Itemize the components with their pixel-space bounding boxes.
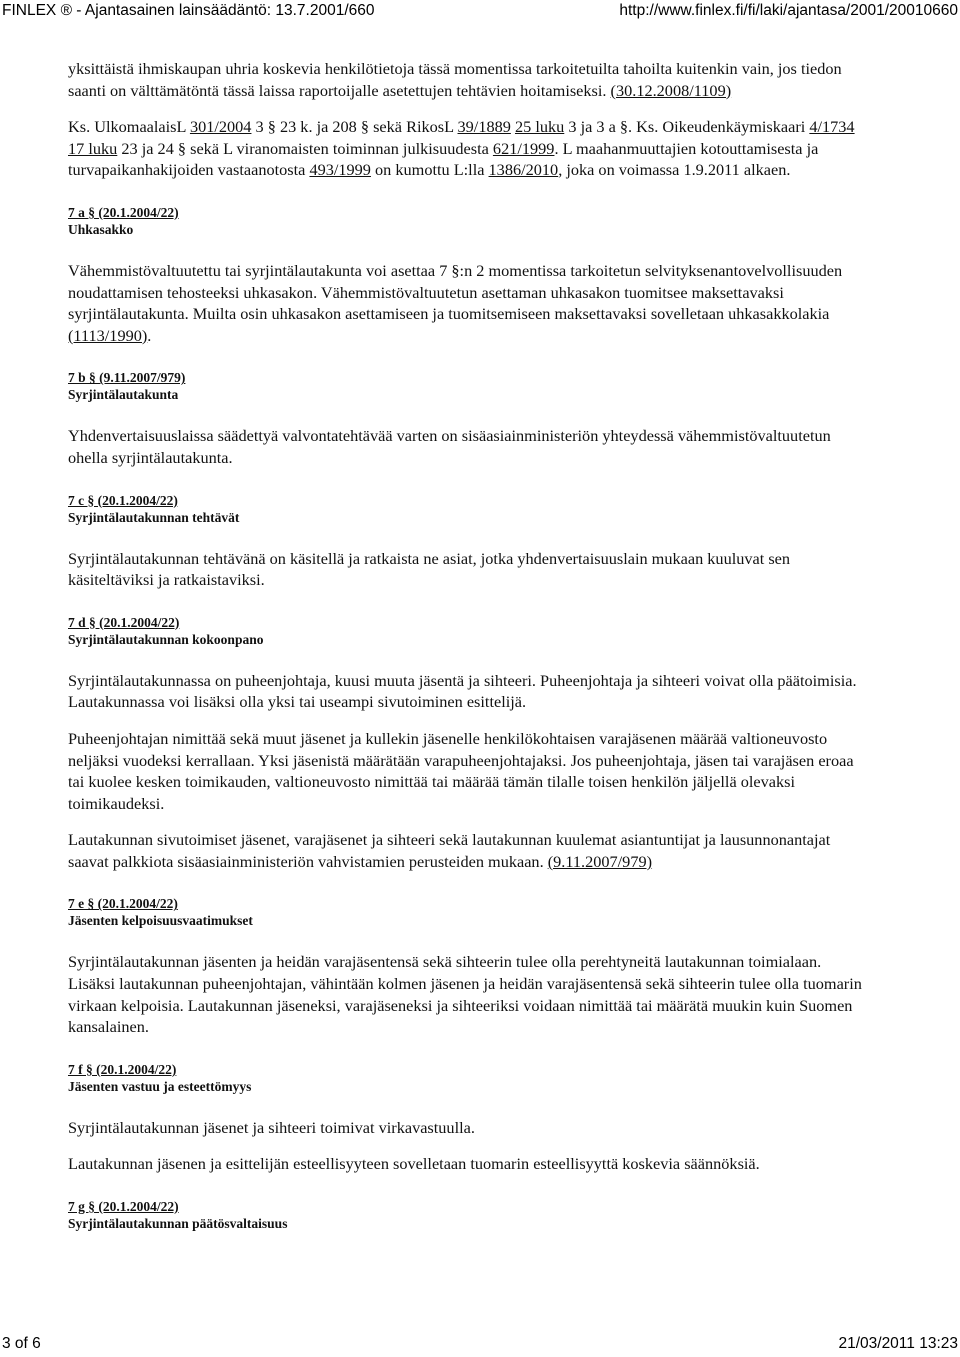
text-run: on kumottu L:lla: [370, 160, 489, 180]
reference-link[interactable]: 621/1999: [492, 138, 555, 158]
print-footer: [0, 1335, 960, 1357]
text-run: Puheenjohtajan nimittää sekä muut jäsenet ja kullekin jäsenelle henkilökohtaisen varajäsenen määrää valtioneuvosto neljäksi vuodeksi kerrallaan. Yksi jäsenistä määrätään varapuheenjohtajaksi. Jos puheenjohtaja, jäsen tai varajäsen eroaa tai kuolee kesken toimikauden, valtioneuvosto nimittää tai määrää tämän tilalle toisen henkilön jäljellä olevaksi toimikaudeksi.: [68, 728, 854, 813]
reference-link[interactable]: 1386/2010: [488, 160, 559, 180]
section-paragraph: [68, 951, 868, 1037]
section-reference-link[interactable]: 7 c § (20.1.2004/22): [68, 492, 178, 508]
reference-link[interactable]: (9.11.2007/979): [547, 851, 653, 871]
section-reference-link[interactable]: 7 d § (20.1.2004/22): [68, 614, 180, 630]
text-run: 3 ja 3 a §. Ks. Oikeudenkäymiskaari: [564, 117, 810, 137]
section-heading: [68, 895, 868, 929]
text-run: Syrjintälautakunnassa on puheenjohtaja, kuusi muuta jäsentä ja sihteeri. Puheenjohtaja ja sihteeri voivat olla päätoimisia. Lautakunnassa voi lisäksi olla yksi tai useampi sivutoiminen esittelijä.: [68, 670, 857, 712]
text-run: Vähemmistövaltuutettu tai syrjintälautakunta voi asettaa 7 §:n 2 momentissa tarkoitetun selvityksenantovelvollisuuden noudattamisen tehosteeksi uhkasakon. Vähemmistövaltuutetun asettaman uhkasakon tuomitsee maksettavaksi syrjintälautakunta. Muilta osin uhkasakon asettamiseen ja tuomitsemiseen maksettavaksi sovelletaan uhkasakkolakia: [68, 260, 843, 324]
reference-link[interactable]: (1113/1990): [68, 325, 148, 345]
section-title: Syrjintälautakunnan tehtävät: [68, 509, 240, 525]
section-title: Syrjintälautakunta: [68, 387, 179, 403]
section-title: Syrjintälautakunnan päätösvaltaisuus: [68, 1216, 288, 1232]
text-run: , joka on voimassa 1.9.2011 alkaen.: [558, 160, 791, 180]
reference-link[interactable]: 301/2004: [189, 117, 252, 137]
intro-paragraph-2: [68, 116, 868, 181]
section-heading: [68, 369, 868, 403]
section-title: Syrjintälautakunnan kokoonpano: [68, 631, 264, 647]
section-paragraph: [68, 548, 868, 591]
reference-link[interactable]: 17 luku: [68, 138, 118, 158]
section-paragraph: [68, 1117, 868, 1139]
reference-link[interactable]: (30.12.2008/1109): [610, 80, 732, 100]
section-title: Jäsenten kelpoisuusvaatimukset: [68, 913, 253, 929]
section-title: Jäsenten vastuu ja esteettömyys: [68, 1078, 252, 1094]
reference-link[interactable]: 4/1734: [809, 117, 855, 137]
text-run: .: [147, 325, 152, 345]
reference-link[interactable]: 25 luku: [514, 117, 565, 137]
text-run: Syrjintälautakunnan tehtävänä on käsitellä ja ratkaista ne asiat, jotka yhdenvertaisuuslain mukaan kuuluvat sen käsiteltäviksi ja ratkaistaviksi.: [68, 548, 791, 590]
text-run: Lautakunnan jäsenen ja esittelijän esteellisyyteen sovelletaan tuomarin esteellisyyttä koskevia säännöksiä.: [68, 1154, 760, 1174]
text-run: 3 § 23 k. ja 208 § sekä RikosL: [251, 117, 458, 137]
section-heading: [68, 492, 868, 526]
section-reference-link[interactable]: 7 a § (20.1.2004/22): [68, 204, 179, 220]
section-paragraph: [68, 1153, 868, 1175]
header-url: http://www.finlex.fi/fi/laki/ajantasa/2001/20010660: [619, 2, 958, 19]
print-header: [0, 0, 960, 22]
text-run: Ks. UlkomaalaisL: [68, 117, 190, 137]
section-paragraph: [68, 425, 868, 468]
section-paragraph: [68, 670, 868, 713]
text-run: . L maahanmuuttajien kotouttamisesta ja turvapaikanhakijoiden vastaanotosta: [68, 138, 819, 180]
section-reference-link[interactable]: 7 f § (20.1.2004/22): [68, 1061, 177, 1077]
sections-container: [68, 204, 868, 1232]
header-page-title: FINLEX ® - Ajantasainen lainsäädäntö: 13.7.2001/660: [2, 2, 375, 19]
section-title: Uhkasakko: [68, 221, 134, 237]
footer-timestamp: 21/03/2011 13:23: [838, 1335, 958, 1352]
section-heading: [68, 1198, 868, 1232]
document-body: [68, 58, 868, 1254]
section-reference-link[interactable]: 7 g § (20.1.2004/22): [68, 1199, 179, 1215]
section-reference-link[interactable]: 7 e § (20.1.2004/22): [68, 896, 178, 912]
section-heading: [68, 1061, 868, 1095]
footer-page-number: 3 of 6: [2, 1335, 41, 1352]
reference-link[interactable]: 39/1889: [457, 117, 511, 137]
section-paragraph: [68, 260, 868, 346]
section-heading: [68, 204, 868, 238]
text-run: Yhdenvertaisuuslaissa säädettyä valvontatehtävää varten on sisäasiainministeriön yhteydessä vähemmistövaltuutetun ohella syrjintälautakunta.: [68, 426, 831, 467]
text-run: 23 ja 24 § sekä L viranomaisten toiminnan julkisuudesta: [117, 138, 493, 158]
reference-link[interactable]: 493/1999: [309, 160, 371, 180]
text-run: Syrjintälautakunnan jäsenet ja sihteeri toimivat virkavastuulla.: [68, 1117, 475, 1137]
section-heading: [68, 614, 868, 648]
section-paragraph: [68, 728, 868, 814]
text-run: Lautakunnan sivutoimiset jäsenet, varajäsenet ja sihteeri sekä lautakunnan kuulemat asiantuntijat ja lausunnonantajat saavat palkkiota sisäasiainministeriön vahvistamien perusteiden mukaan.: [68, 830, 831, 871]
section-paragraph: [68, 829, 868, 872]
text-run: yksittäistä ihmiskaupan uhria koskevia henkilötietoja tässä momentissa tarkoitetuilta tahoilta kuitenkin vain, jos tiedon saanti on välttämätöntä tässä laissa raportoijalle asetettujen tehtävien hoitamiseksi.: [68, 59, 842, 100]
section-reference-link[interactable]: 7 b § (9.11.2007/979): [68, 370, 186, 386]
text-run: Syrjintälautakunnan jäsenten ja heidän varajäsentensä sekä sihteerin tulee olla perehtyneitä lautakunnan toimialaan. Lisäksi lautakunnan puheenjohtajan, vähintään kolmen jäsenen ja heidän varajäsentensä sekä sihteerin tulee olla tuomarin virkaan kelpoisia. Lautakunnan jäseneksi, varajäseneksi ja sihteeriksi voidaan nimittää tai määrätä muukin kuin Suomen kansalainen.: [68, 952, 862, 1037]
intro-paragraph-1: [68, 58, 868, 101]
